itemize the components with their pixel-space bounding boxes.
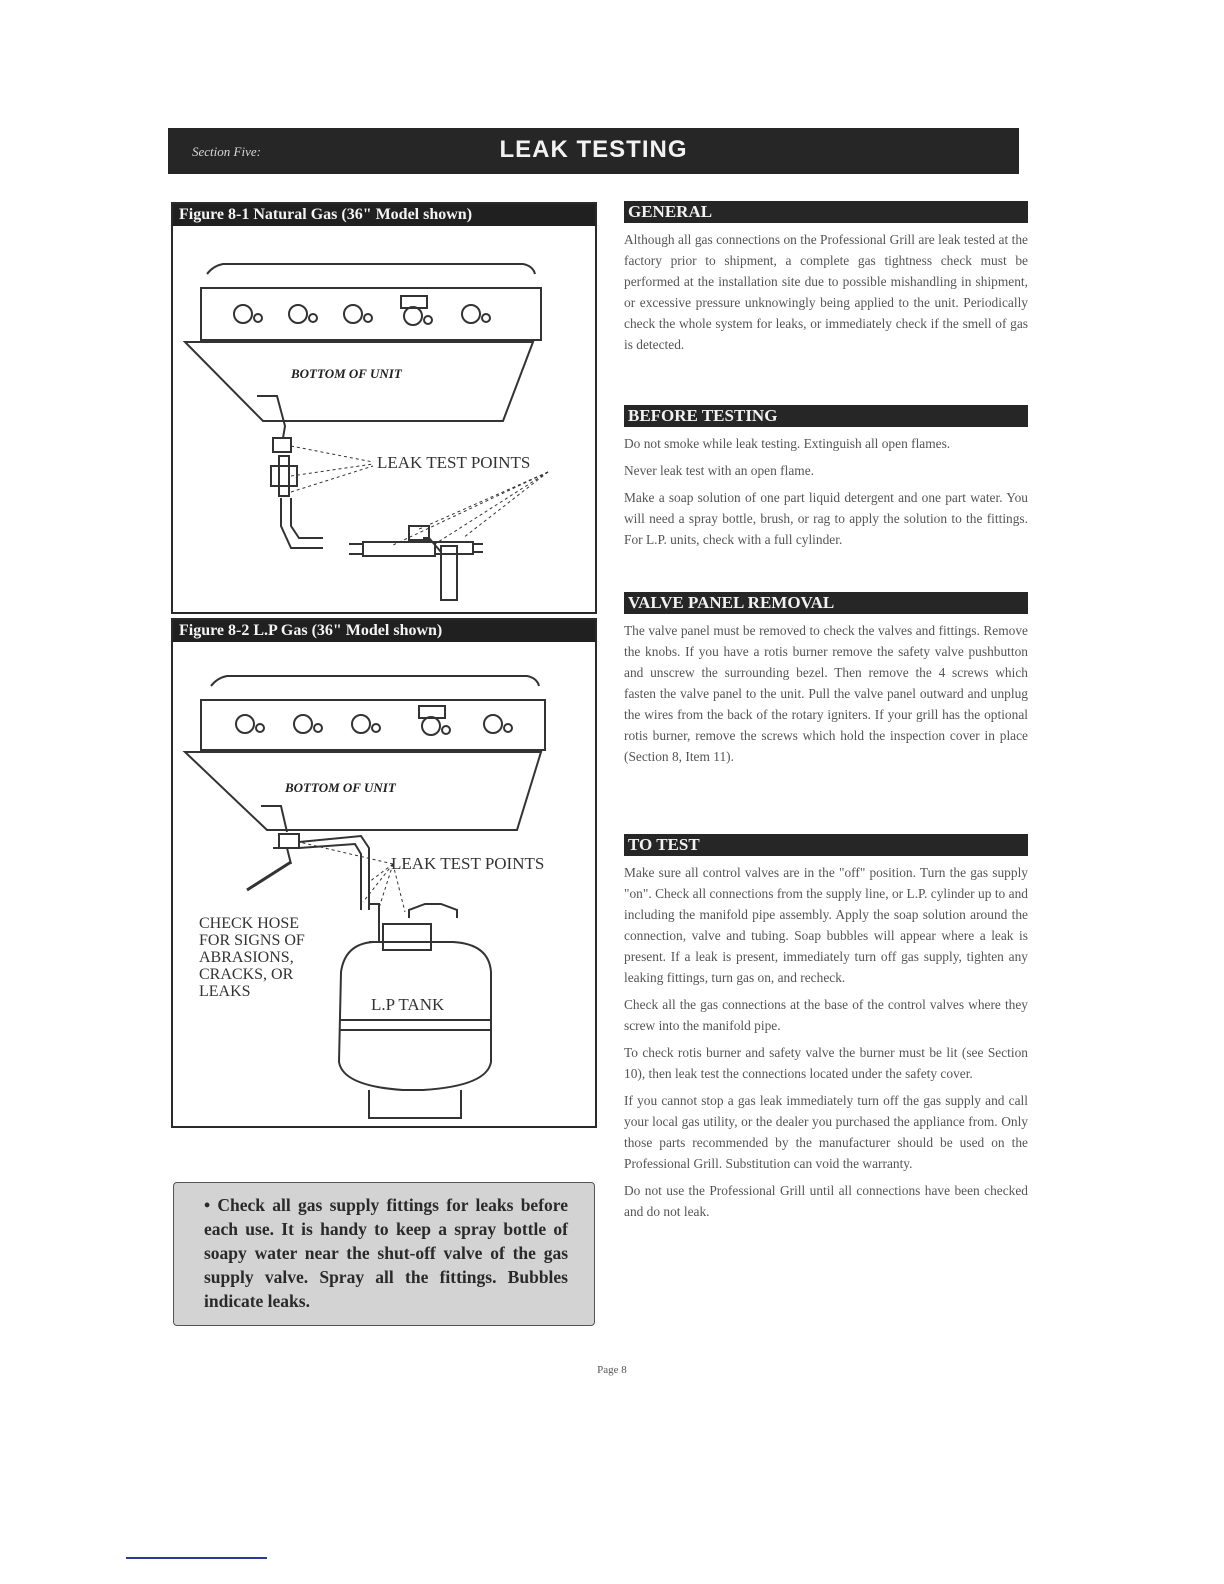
paragraph: To check rotis burner and safety valve the burner must be lit (see Section 10), then leak test the connections located under the safety cover. bbox=[624, 1045, 1028, 1081]
paragraph: Make sure all control valves are in the "off" position. Turn the gas supply "on". Check all connections from the supply line, or L.P. cylinder up to and including the manifold pipe assembly. Apply the soap solution around the connection, valve and tubing. Soap bubbles will appear where a leak is present. If a leak is present, immediately turn off gas supply, tighten any leaking fittings, turn gas on, and recheck. bbox=[624, 865, 1028, 985]
svg-text:FOR SIGNS OF: FOR SIGNS OF bbox=[199, 932, 305, 949]
valve-panel-removal-section bbox=[624, 592, 1028, 767]
footer-rule bbox=[126, 1557, 267, 1559]
page-number: Page 8 bbox=[597, 1364, 627, 1376]
general-section bbox=[624, 201, 1028, 355]
paragraph: Make a soap solution of one part liquid detergent and one part water. You will need a spray bottle, brush, or rag to apply the solution to the fittings. For L.P. units, check with a full cylinder. bbox=[624, 490, 1028, 547]
page-title: LEAK TESTING bbox=[499, 136, 688, 163]
section-header-bar bbox=[168, 128, 1019, 174]
paragraph: The valve panel must be removed to check the valves and fittings. Remove the knobs. If you have a rotis burner remove the safety valve pushbutton and unscrew the surrounding bezel. Then remove the 4 screws which fasten the valve panel to the unit. Pull the valve panel outward and unplug the wires from the back of the rotary igniters. If your grill has the optional rotis burner, remove the screws which hold the inspection cover in place (Section 8, Item 11). bbox=[624, 623, 1028, 764]
to-test-section bbox=[624, 834, 1028, 1222]
before-testing-section bbox=[624, 405, 1028, 550]
paragraph: Although all gas connections on the Professional Grill are leak tested at the factory prior to shipment, a complete gas tightness check must be performed at the installation site due to possible mishandling in shipment, or excessive pressure unknowingly being applied to the unit. Periodically check the whole system for leaks, or immediately check if the smell of gas is detected. bbox=[624, 232, 1028, 352]
figure-natural-gas bbox=[171, 202, 597, 614]
leak-test-points-label: LEAK TEST POINTS bbox=[391, 854, 545, 873]
section-heading: GENERAL bbox=[624, 201, 1028, 223]
bottom-of-unit-label: BOTTOM OF UNIT bbox=[291, 366, 402, 381]
paragraph: Do not use the Professional Grill until all connections have been checked and do not leak. bbox=[624, 1183, 1028, 1219]
bottom-of-unit-label: BOTTOM OF UNIT bbox=[285, 780, 396, 795]
paragraph: Check all the gas connections at the base of the control valves where they screw into the manifold pipe. bbox=[624, 997, 1028, 1033]
paragraph: Do not smoke while leak testing. Extinguish all open flames. bbox=[624, 436, 951, 451]
figure-caption: Figure 8-2 L.P Gas (36" Model shown) bbox=[173, 620, 595, 642]
svg-text:ABRASIONS,: ABRASIONS, bbox=[199, 949, 294, 966]
leak-test-points-label: LEAK TEST POINTS bbox=[377, 453, 531, 472]
section-heading: VALVE PANEL REMOVAL bbox=[624, 592, 1028, 614]
section-heading: TO TEST bbox=[624, 834, 1028, 856]
lp-gas-diagram bbox=[173, 642, 595, 1126]
section-label: Section Five: bbox=[192, 144, 261, 159]
svg-text:CHECK HOSE: CHECK HOSE bbox=[199, 915, 300, 932]
leak-check-note bbox=[173, 1182, 595, 1326]
figure-lp-gas bbox=[171, 618, 597, 1128]
svg-text:CRACKS, OR: CRACKS, OR bbox=[199, 966, 294, 983]
section-heading: BEFORE TESTING bbox=[624, 405, 1028, 427]
natural-gas-diagram bbox=[173, 226, 595, 612]
paragraph: Never leak test with an open flame. bbox=[624, 463, 814, 478]
note-text: • Check all gas supply fittings for leaks before each use. It is handy to keep a spray bottle of soapy water near the shut-off valve of the gas supply valve. Spray all the fittings. Bubbles indicate leaks. bbox=[204, 1195, 568, 1311]
figure-caption: Figure 8-1 Natural Gas (36" Model shown) bbox=[173, 204, 595, 226]
svg-text:LEAKS: LEAKS bbox=[199, 983, 251, 1000]
check-hose-note bbox=[199, 915, 305, 1000]
paragraph: If you cannot stop a gas leak immediately turn off the gas supply and call your local gas utility, or the dealer you purchased the appliance from. Only those parts recommended by the manufacturer should be used on the Professional Grill. Substitution can void the warranty. bbox=[624, 1093, 1028, 1171]
lp-tank-label: L.P TANK bbox=[371, 995, 445, 1014]
